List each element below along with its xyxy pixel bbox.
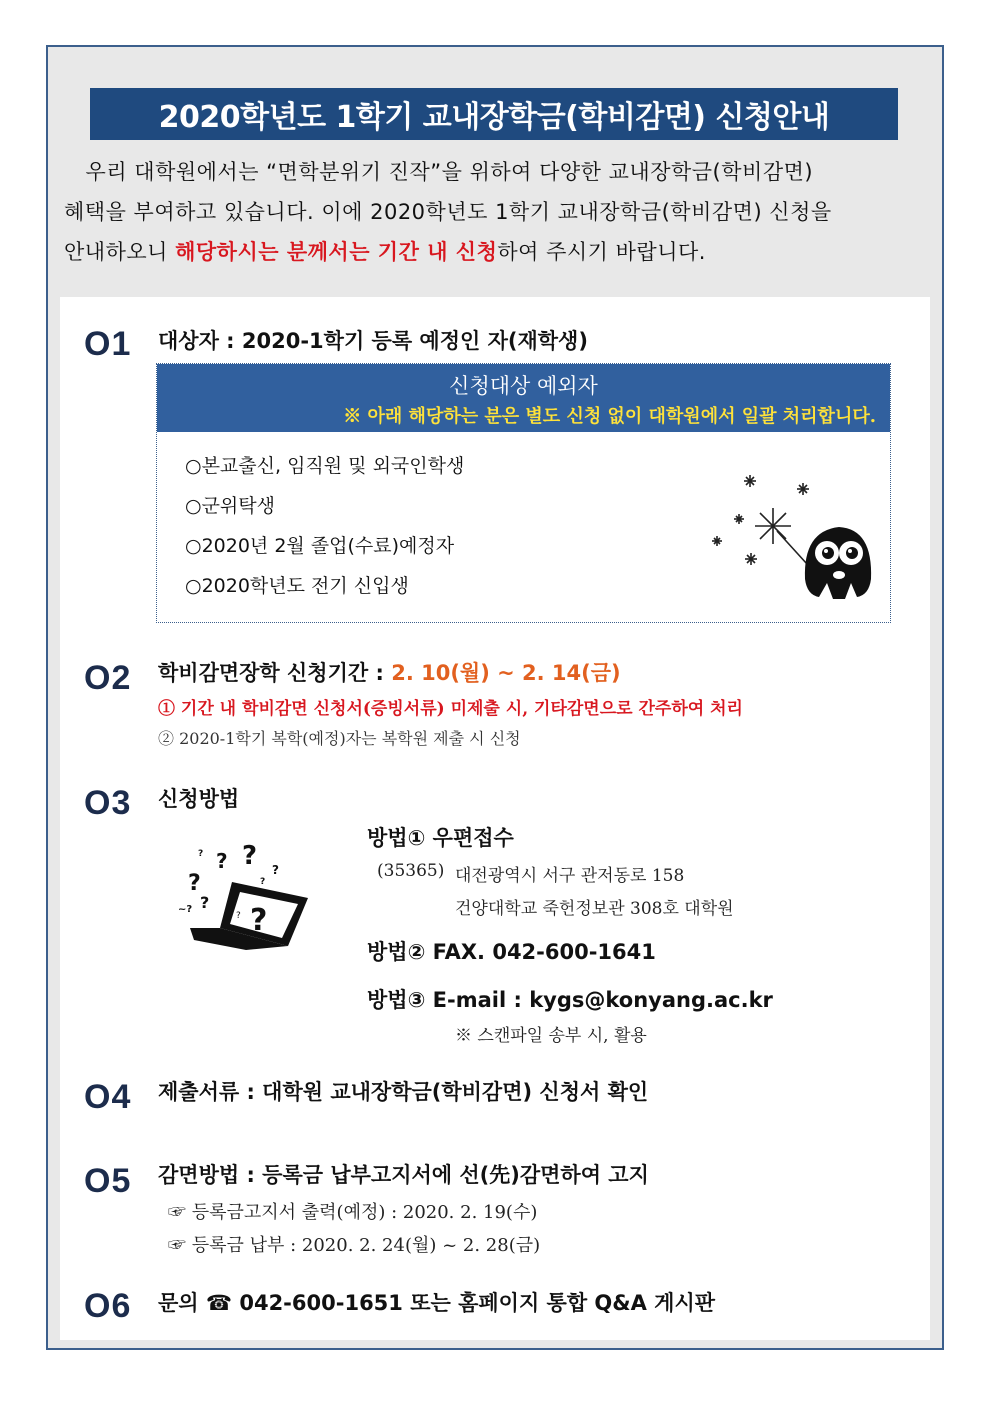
svg-text:?: ?: [198, 849, 204, 859]
section-3-heading: 신청방법: [158, 787, 240, 811]
exception-item: ○군위탁생: [185, 495, 275, 517]
exception-item: ○2020학년도 전기 신입생: [185, 575, 409, 597]
exception-item: ○본교출신, 임직원 및 외국인학생: [185, 455, 465, 477]
method-1-zipcode: (35365): [377, 861, 445, 881]
section-5-number: O5: [84, 1162, 132, 1200]
section-2-note-2: ② 2020-1학기 복학(예정)자는 복학원 제출 시 신청: [158, 729, 521, 748]
method-3-email: 방법③ E-mail : kygs@konyang.ac.kr: [367, 988, 773, 1012]
svg-text:?: ?: [188, 871, 201, 896]
method-3-note: ※ 스캔파일 송부 시, 활용: [455, 1026, 647, 1046]
svg-text:?: ?: [216, 849, 228, 873]
section-2-heading-label: 학비감면장학 신청기간 :: [158, 661, 392, 685]
exception-box: [156, 363, 891, 623]
intro-line-3-pre: 안내하오니: [64, 240, 176, 264]
intro-line-3-post: 하여 주시기 바랍니다.: [497, 240, 706, 264]
svg-text:~?: ~?: [178, 904, 193, 915]
intro-paragraph: [64, 152, 926, 272]
section-6-contact: 문의 ☎ 042-600-1651 또는 홈페이지 통합 Q&A 게시판: [158, 1291, 716, 1315]
svg-text:?: ?: [236, 911, 241, 921]
intro-line-1: [64, 152, 926, 192]
section-4-number: O4: [84, 1078, 132, 1116]
method-2-fax: 방법② FAX. 042-600-1641: [367, 940, 656, 964]
svg-text:?: ?: [200, 893, 210, 912]
section-6-number: O6: [84, 1287, 132, 1325]
method-1-address-line-2: 건양대학교 죽헌정보관 308호 대학원: [455, 899, 734, 919]
surprised-mascot-illustration: [705, 469, 885, 604]
method-1-address-line-1: 대전광역시 서구 관저동로 158: [455, 866, 685, 886]
section-4-heading: 제출서류 : 대학원 교내장학금(학비감면) 신청서 확인: [158, 1080, 649, 1104]
section-3-number: O3: [84, 784, 132, 822]
application-period: 2. 10(월) ~ 2. 14(금): [391, 661, 621, 685]
exception-list: [185, 446, 464, 606]
section-2-heading: [158, 657, 621, 687]
exception-box-header: [157, 364, 890, 432]
exception-box-note: ※ 아래 해당하는 분은 별도 신청 없이 대학원에서 일괄 처리합니다.: [343, 406, 876, 427]
section-2-number: O2: [84, 659, 132, 697]
svg-text:?: ?: [242, 841, 258, 871]
intro-line-2: 혜택을 부여하고 있습니다. 이에 2020학년도 1학기 교내장학금(학비감면) 신청을: [64, 200, 832, 224]
intro-highlight: 해당하시는 분께서는 기간 내 신청: [175, 240, 498, 264]
section-5-heading: 감면방법 : 등록금 납부고지서에 선(先)감면하여 고지: [158, 1163, 649, 1187]
exception-item: ○2020년 2월 졸업(수료)예정자: [185, 535, 455, 557]
tuition-bill-print-date: ☞ 등록금고지서 출력(예정) : 2020. 2. 19(수): [168, 1202, 538, 1223]
exception-box-title: 신청대상 예외자: [449, 374, 598, 398]
intro-line-3: [64, 232, 926, 272]
tuition-payment-period: ☞ 등록금 납부 : 2020. 2. 24(월) ~ 2. 28(금): [168, 1235, 541, 1256]
svg-text:?: ?: [272, 863, 279, 877]
laptop-question-illustration: [170, 840, 315, 955]
section-1-number: O1: [84, 325, 132, 363]
intro-line-1-text: 우리 대학원에서는 “면학분위기 진작”을 위하여 다양한 교내장학금(학비감면): [85, 160, 814, 184]
method-1-label: 방법① 우편접수: [367, 826, 514, 850]
section-1-heading: 대상자 : 2020-1학기 등록 예정인 자(재학생): [158, 329, 588, 353]
svg-text:?: ?: [260, 877, 266, 887]
svg-text:?: ?: [250, 903, 268, 938]
page-title: 2020학년도 1학기 교내장학금(학비감면) 신청안내: [90, 88, 898, 140]
section-2-note-1: ① 기간 내 학비감면 신청서(증빙서류) 미제출 시, 기타감면으로 간주하여 처리: [158, 699, 743, 719]
